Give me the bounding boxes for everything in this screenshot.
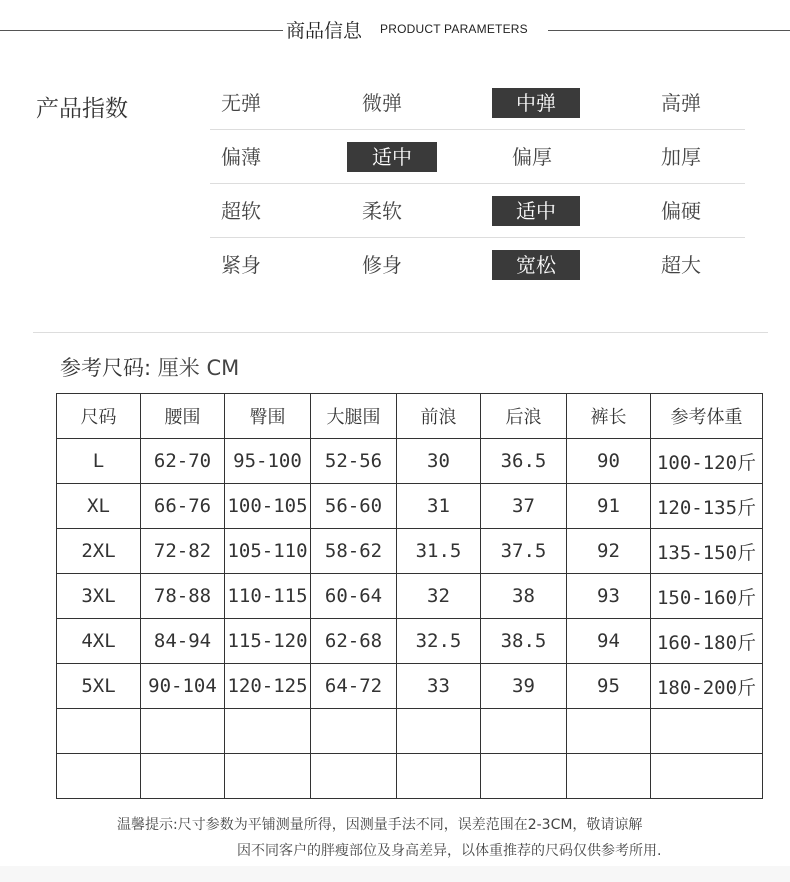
table-row bbox=[57, 439, 763, 484]
size-table-cell-empty bbox=[397, 709, 481, 754]
index-row-softness bbox=[210, 184, 745, 238]
size-table-cell: 2XL bbox=[57, 529, 141, 574]
size-table-cell: 39 bbox=[481, 664, 567, 709]
index-option-selected: 宽松 bbox=[492, 250, 580, 280]
size-table-cell: 56-60 bbox=[311, 484, 397, 529]
size-table-cell-empty bbox=[651, 754, 763, 799]
size-table-cell: 95 bbox=[567, 664, 651, 709]
size-table-cell-empty bbox=[141, 754, 225, 799]
index-option: 无弹 bbox=[221, 91, 261, 115]
tip-line-1: 温馨提示:尺寸参数为平铺测量所得，因测量手法不同，误差范围在2-3CM，敬请谅解 bbox=[117, 817, 643, 833]
tip-line-2: 因不同客户的胖瘦部位及身高差异，以体重推荐的尺码仅供参考所用. bbox=[237, 843, 662, 859]
size-table-cell-empty bbox=[311, 754, 397, 799]
table-row bbox=[57, 529, 763, 574]
size-table-cell-empty bbox=[567, 709, 651, 754]
size-table-cell: 78-88 bbox=[141, 574, 225, 619]
size-table-cell: 58-62 bbox=[311, 529, 397, 574]
size-table-cell: 64-72 bbox=[311, 664, 397, 709]
index-option: 紧身 bbox=[221, 253, 261, 277]
size-table-header-cell: 腰围 bbox=[141, 394, 225, 439]
size-table-body bbox=[57, 439, 763, 799]
size-table-header-cell: 臀围 bbox=[225, 394, 311, 439]
size-table-cell: 30 bbox=[397, 439, 481, 484]
size-table-cell: 37 bbox=[481, 484, 567, 529]
size-table-cell: 120-135斤 bbox=[651, 484, 763, 529]
size-chart-title bbox=[60, 352, 239, 382]
index-option-selected: 适中 bbox=[347, 142, 437, 172]
index-option: 加厚 bbox=[661, 145, 701, 169]
size-table-cell: 62-70 bbox=[141, 439, 225, 484]
size-table-cell: XL bbox=[57, 484, 141, 529]
table-row bbox=[57, 484, 763, 529]
size-table-header-cell: 裤长 bbox=[567, 394, 651, 439]
table-row bbox=[57, 574, 763, 619]
size-table-cell: 31 bbox=[397, 484, 481, 529]
size-table bbox=[56, 393, 763, 799]
index-option: 偏硬 bbox=[661, 199, 701, 223]
index-row-elasticity bbox=[210, 76, 745, 130]
size-chart-title-text: 参考尺码: bbox=[60, 356, 152, 380]
index-option-selected: 中弹 bbox=[492, 88, 580, 118]
size-table-cell: 160-180斤 bbox=[651, 619, 763, 664]
table-row-empty bbox=[57, 754, 763, 799]
size-table-header-cell: 大腿围 bbox=[311, 394, 397, 439]
index-option: 高弹 bbox=[661, 91, 701, 115]
size-table-cell: 135-150斤 bbox=[651, 529, 763, 574]
size-table-cell: L bbox=[57, 439, 141, 484]
header-line-right bbox=[548, 30, 790, 31]
section-divider bbox=[33, 332, 768, 333]
size-table-cell: 93 bbox=[567, 574, 651, 619]
size-table-cell: 100-120斤 bbox=[651, 439, 763, 484]
size-table-cell: 120-125 bbox=[225, 664, 311, 709]
size-table-header-cell: 后浪 bbox=[481, 394, 567, 439]
index-option: 超软 bbox=[221, 199, 261, 223]
size-table-cell: 180-200斤 bbox=[651, 664, 763, 709]
size-table-cell: 38.5 bbox=[481, 619, 567, 664]
table-row bbox=[57, 619, 763, 664]
size-table-cell-empty bbox=[481, 754, 567, 799]
size-table-cell: 91 bbox=[567, 484, 651, 529]
size-table-cell: 38 bbox=[481, 574, 567, 619]
index-option: 偏薄 bbox=[221, 145, 261, 169]
size-table-cell-empty bbox=[225, 709, 311, 754]
size-table-header-cell: 前浪 bbox=[397, 394, 481, 439]
section-header bbox=[0, 14, 790, 48]
index-option: 微弹 bbox=[362, 91, 402, 115]
size-table-header-cell: 参考体重 bbox=[651, 394, 763, 439]
size-table-cell: 100-105 bbox=[225, 484, 311, 529]
size-table-cell: 105-110 bbox=[225, 529, 311, 574]
size-table-cell: 95-100 bbox=[225, 439, 311, 484]
size-table-cell: 84-94 bbox=[141, 619, 225, 664]
size-table-cell: 5XL bbox=[57, 664, 141, 709]
size-table-cell-empty bbox=[57, 709, 141, 754]
index-row-fit bbox=[210, 238, 745, 291]
index-option: 超大 bbox=[661, 253, 701, 277]
size-table-cell: 110-115 bbox=[225, 574, 311, 619]
size-table-cell: 66-76 bbox=[141, 484, 225, 529]
header-title: 商品信息 bbox=[286, 20, 363, 42]
size-table-cell: 90-104 bbox=[141, 664, 225, 709]
product-index-label: 产品指数 bbox=[36, 96, 128, 122]
size-table-cell: 150-160斤 bbox=[651, 574, 763, 619]
index-option: 柔软 bbox=[362, 199, 402, 223]
size-table-cell-empty bbox=[225, 754, 311, 799]
size-table-cell: 32.5 bbox=[397, 619, 481, 664]
size-table-cell: 37.5 bbox=[481, 529, 567, 574]
index-option-selected: 适中 bbox=[492, 196, 580, 226]
size-table-cell-empty bbox=[481, 709, 567, 754]
size-table-cell: 31.5 bbox=[397, 529, 481, 574]
index-option: 偏厚 bbox=[512, 145, 552, 169]
size-table-cell: 36.5 bbox=[481, 439, 567, 484]
header-subtitle: PRODUCT PARAMETERS bbox=[380, 22, 528, 36]
size-table-cell-empty bbox=[397, 754, 481, 799]
size-table-cell: 33 bbox=[397, 664, 481, 709]
size-table-cell: 115-120 bbox=[225, 619, 311, 664]
size-table-cell: 32 bbox=[397, 574, 481, 619]
size-table-cell: 92 bbox=[567, 529, 651, 574]
size-table-cell: 90 bbox=[567, 439, 651, 484]
index-row-thickness bbox=[210, 130, 745, 184]
size-table-cell: 4XL bbox=[57, 619, 141, 664]
size-table-cell: 94 bbox=[567, 619, 651, 664]
table-row-empty bbox=[57, 709, 763, 754]
product-index-grid bbox=[210, 76, 745, 291]
size-table-cell-empty bbox=[141, 709, 225, 754]
size-table-cell: 3XL bbox=[57, 574, 141, 619]
size-table-cell-empty bbox=[567, 754, 651, 799]
size-table-cell-empty bbox=[57, 754, 141, 799]
size-chart-unit: 厘米 CM bbox=[157, 356, 240, 380]
bottom-fade bbox=[0, 866, 790, 882]
size-table-cell: 52-56 bbox=[311, 439, 397, 484]
size-table-header-cell: 尺码 bbox=[57, 394, 141, 439]
size-table-cell-empty bbox=[311, 709, 397, 754]
size-table-cell: 72-82 bbox=[141, 529, 225, 574]
size-table-cell: 60-64 bbox=[311, 574, 397, 619]
size-table-cell-empty bbox=[651, 709, 763, 754]
size-table-header bbox=[57, 394, 763, 439]
size-table-cell: 62-68 bbox=[311, 619, 397, 664]
index-option: 修身 bbox=[362, 253, 402, 277]
table-row bbox=[57, 664, 763, 709]
header-line-left bbox=[0, 30, 283, 31]
